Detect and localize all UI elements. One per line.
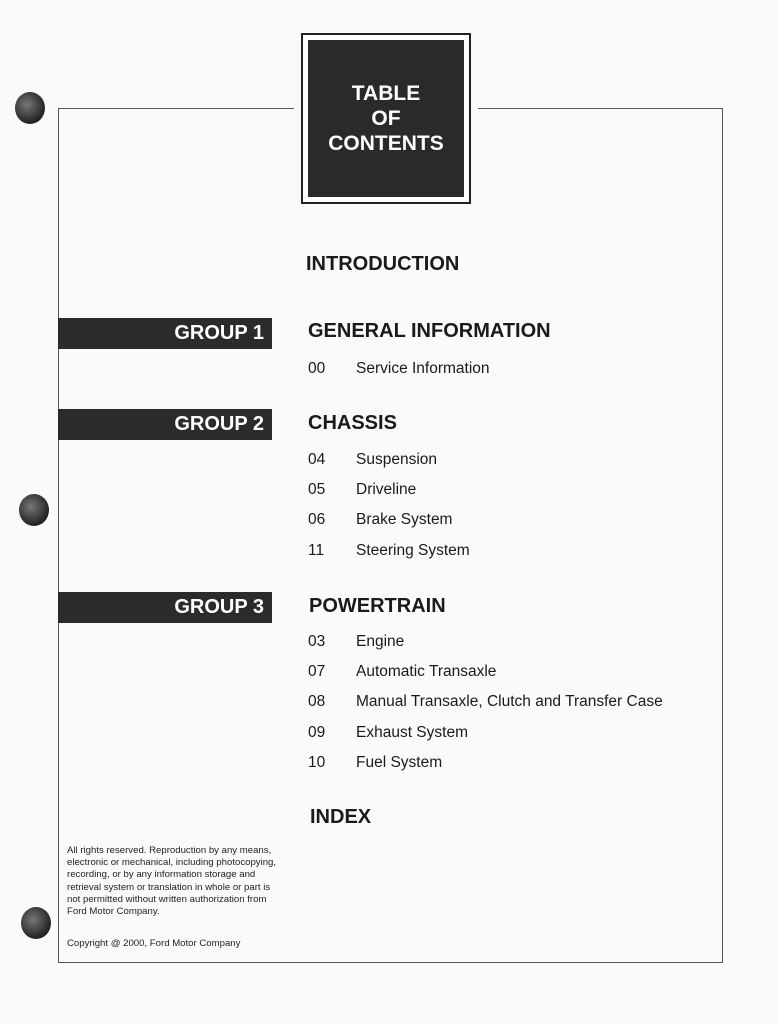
binder-hole-bottom bbox=[21, 907, 51, 939]
group-1-bar: GROUP 1 bbox=[58, 318, 272, 349]
entry-title: Automatic Transaxle bbox=[356, 663, 497, 680]
binder-hole-top bbox=[15, 92, 45, 124]
entry-number: 08 bbox=[308, 693, 326, 710]
entry-title: Fuel System bbox=[356, 754, 443, 771]
entry-title: Driveline bbox=[356, 481, 417, 498]
group-3-bar: GROUP 3 bbox=[58, 592, 272, 623]
title-line-1: TABLE bbox=[351, 82, 421, 105]
entry-number: 10 bbox=[308, 754, 326, 771]
title-line-3: CONTENTS bbox=[328, 132, 444, 155]
entry-number: 09 bbox=[308, 724, 326, 741]
chassis-heading: CHASSIS bbox=[308, 412, 397, 434]
rights-notice: All rights reserved. Reproduction by any means, electronic or mechanical, including photocopying, recording, or by any information storage and retrieval system or translation in whole or part is not permitted without written authorization from Ford Motor Company. bbox=[67, 845, 277, 918]
entry-title: Service Information bbox=[356, 360, 490, 377]
entry-number: 04 bbox=[308, 451, 326, 468]
binder-hole-middle bbox=[19, 494, 49, 526]
entry-title: Brake System bbox=[356, 511, 453, 528]
title-panel bbox=[308, 40, 464, 197]
entry-title: Exhaust System bbox=[356, 724, 468, 741]
entry-number: 06 bbox=[308, 511, 326, 528]
entry-number: 00 bbox=[308, 360, 326, 377]
general-information-heading: GENERAL INFORMATION bbox=[308, 320, 551, 342]
entry-title: Engine bbox=[356, 633, 405, 650]
entry-title: Suspension bbox=[356, 451, 438, 468]
index-heading: INDEX bbox=[310, 806, 372, 828]
entry-number: 03 bbox=[308, 633, 326, 650]
group-2-bar: GROUP 2 bbox=[58, 409, 272, 440]
entry-title: Steering System bbox=[356, 542, 470, 559]
title-box bbox=[301, 33, 471, 204]
entry-number: 07 bbox=[308, 663, 326, 680]
page-border-frame bbox=[58, 108, 723, 963]
introduction-heading: INTRODUCTION bbox=[306, 253, 460, 275]
entry-title: Manual Transaxle, Clutch and Transfer Case bbox=[356, 693, 663, 710]
title-line-2: OF bbox=[371, 107, 401, 130]
entry-number: 11 bbox=[308, 542, 325, 559]
powertrain-heading: POWERTRAIN bbox=[309, 595, 446, 617]
copyright-line: Copyright @ 2000, Ford Motor Company bbox=[67, 938, 241, 949]
entry-number: 05 bbox=[308, 481, 326, 498]
